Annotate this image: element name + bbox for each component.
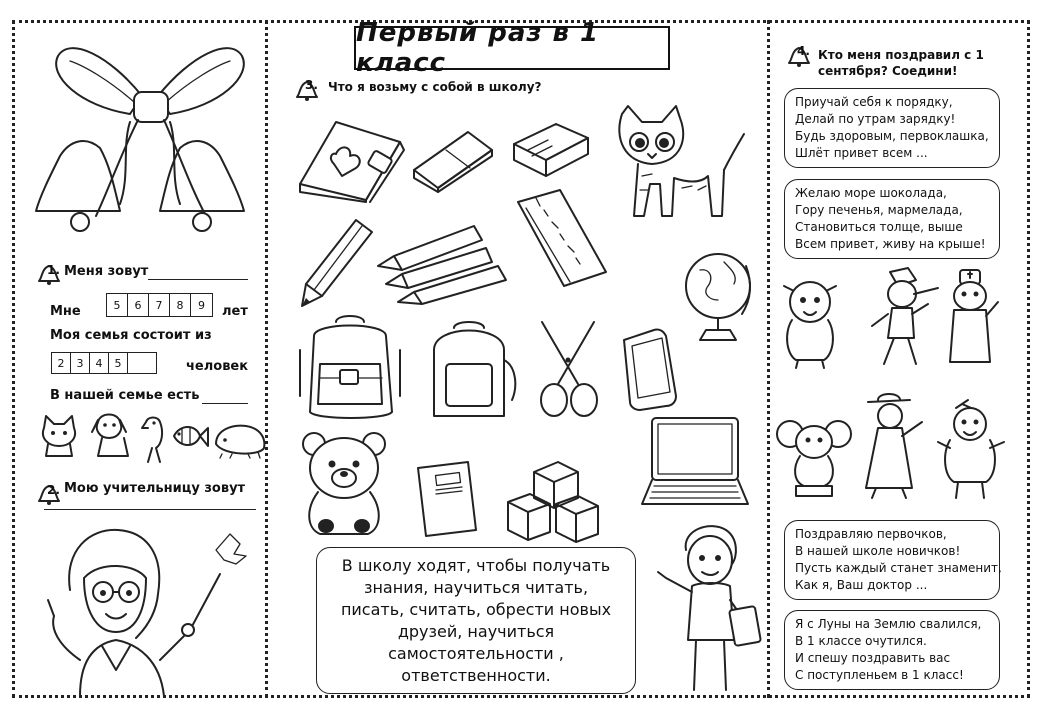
guinea-pig-icon[interactable]: [212, 420, 268, 460]
poem-card-1[interactable]: [784, 88, 1000, 168]
teacher-name-line[interactable]: [44, 496, 256, 510]
poem-line: Пусть каждый станет знаменит,: [795, 561, 1002, 575]
eraser-2-icon[interactable]: [508, 120, 592, 178]
cubes-icon[interactable]: [504, 458, 602, 544]
family-cells: [51, 352, 157, 374]
poem-line: Будь здоровым, первоклашка,: [795, 129, 989, 143]
book-icon[interactable]: [296, 118, 410, 202]
family-label: Моя семья состоит из: [50, 328, 212, 343]
age-cell[interactable]: 9: [198, 298, 205, 312]
crayons-icon[interactable]: [374, 222, 514, 302]
family-cell[interactable]: [128, 353, 156, 373]
phone-icon[interactable]: [620, 326, 678, 412]
statement-line: ответственности.: [401, 665, 551, 685]
pencil-icon[interactable]: [300, 214, 376, 310]
age-prefix: Мне: [50, 304, 81, 319]
teddy-bear-icon[interactable]: [296, 428, 392, 540]
notebook-icon[interactable]: [416, 460, 480, 540]
statement-line: писать, считать, обрести новых: [340, 599, 612, 619]
cheburashka-character-icon[interactable]: [776, 410, 852, 498]
family-cell[interactable]: 5: [109, 353, 128, 373]
statement-line: друзей, научиться: [397, 621, 555, 641]
family-cell[interactable]: 3: [71, 353, 90, 373]
age-cell[interactable]: 8: [170, 294, 191, 316]
cat-icon[interactable]: [612, 104, 748, 230]
name-line[interactable]: [148, 266, 248, 280]
statement-box: [316, 547, 636, 694]
task4-number: 4.: [797, 44, 810, 58]
column-divider-right: [767, 20, 770, 698]
family-suffix: человек: [186, 359, 249, 374]
luntik-character-icon[interactable]: [778, 272, 842, 370]
poem-card-4[interactable]: [784, 610, 1000, 690]
teacher-icon: [40, 520, 250, 696]
bow-bells-icon: [30, 36, 260, 246]
pets-line[interactable]: [202, 390, 248, 404]
ruler-icon[interactable]: [514, 186, 610, 296]
family-cell[interactable]: 4: [90, 353, 109, 373]
pets-label: В нашей семье есть: [50, 388, 200, 403]
age-cell[interactable]: 5: [107, 294, 128, 316]
fish-icon[interactable]: [170, 420, 210, 456]
task4-label-line2: сентября? Соедини!: [818, 64, 958, 78]
age-cells: [106, 293, 213, 317]
doctor-character-icon[interactable]: [944, 268, 1000, 370]
backpack-icon[interactable]: [296, 316, 406, 424]
poem-line: Как я, Ваш доктор ...: [795, 578, 928, 592]
poem-line: С поступленьем в 1 класс!: [795, 668, 964, 682]
age-cell[interactable]: 6: [128, 294, 149, 316]
poem-line: В нашей школе новичков!: [795, 544, 961, 558]
poem-line: Желаю море шоколада,: [795, 186, 947, 200]
statement-line: В школу ходят, чтобы получать: [341, 555, 611, 575]
poem-line: Всем привет, живу на крыше!: [795, 237, 986, 251]
karlson-character-icon[interactable]: [936, 398, 1008, 504]
laptop-icon[interactable]: [640, 414, 750, 510]
age-cell[interactable]: 7: [149, 294, 170, 316]
poem-line: И спешу поздравить вас: [795, 651, 951, 665]
family-cell[interactable]: 2: [52, 353, 71, 373]
statement-line: самостоятельности ,: [388, 643, 564, 663]
schoolboy-icon: [652, 520, 762, 698]
shapoklyak-character-icon[interactable]: [856, 392, 926, 502]
age-suffix: лет: [222, 304, 248, 319]
task1-number: 1.: [47, 263, 60, 277]
task1-label: Меня зовут: [64, 264, 149, 279]
scissors-icon[interactable]: [534, 318, 606, 422]
poem-line: Становиться толще, выше: [795, 220, 963, 234]
pinocchio-character-icon[interactable]: [868, 266, 940, 370]
backpack-2-icon[interactable]: [424, 320, 522, 424]
poem-line: В 1 классе очутился.: [795, 634, 927, 648]
poem-line: Поздравляю первочков,: [795, 527, 947, 541]
task3-number: 3.: [305, 78, 318, 92]
task2-number: 2.: [47, 483, 60, 497]
eraser-icon[interactable]: [410, 126, 496, 194]
column-divider-left: [265, 20, 268, 698]
poem-card-2[interactable]: [784, 179, 1000, 259]
poem-line: Шлёт привет всем ...: [795, 146, 928, 160]
kitten-icon[interactable]: [36, 412, 82, 458]
statement-line: знания, научиться читать,: [363, 577, 589, 597]
puppy-icon[interactable]: [88, 410, 134, 458]
task2-label: Мою учительницу зовут: [64, 481, 246, 496]
poem-line: Я с Луны на Землю свалился,: [795, 617, 982, 631]
poem-line: Гору печенья, мармелада,: [795, 203, 963, 217]
task3-label: Что я возьму с собой в школу?: [328, 80, 542, 94]
parrot-icon[interactable]: [138, 414, 168, 466]
poem-line: Делай по утрам зарядку!: [795, 112, 956, 126]
poem-line: Приучай себя к порядку,: [795, 95, 953, 109]
page-title: Первый раз в 1 класс: [354, 26, 670, 70]
task4-label-line1: Кто меня поздравил с 1: [818, 48, 984, 62]
globe-icon[interactable]: [680, 248, 756, 344]
poem-card-3[interactable]: [784, 520, 1000, 600]
